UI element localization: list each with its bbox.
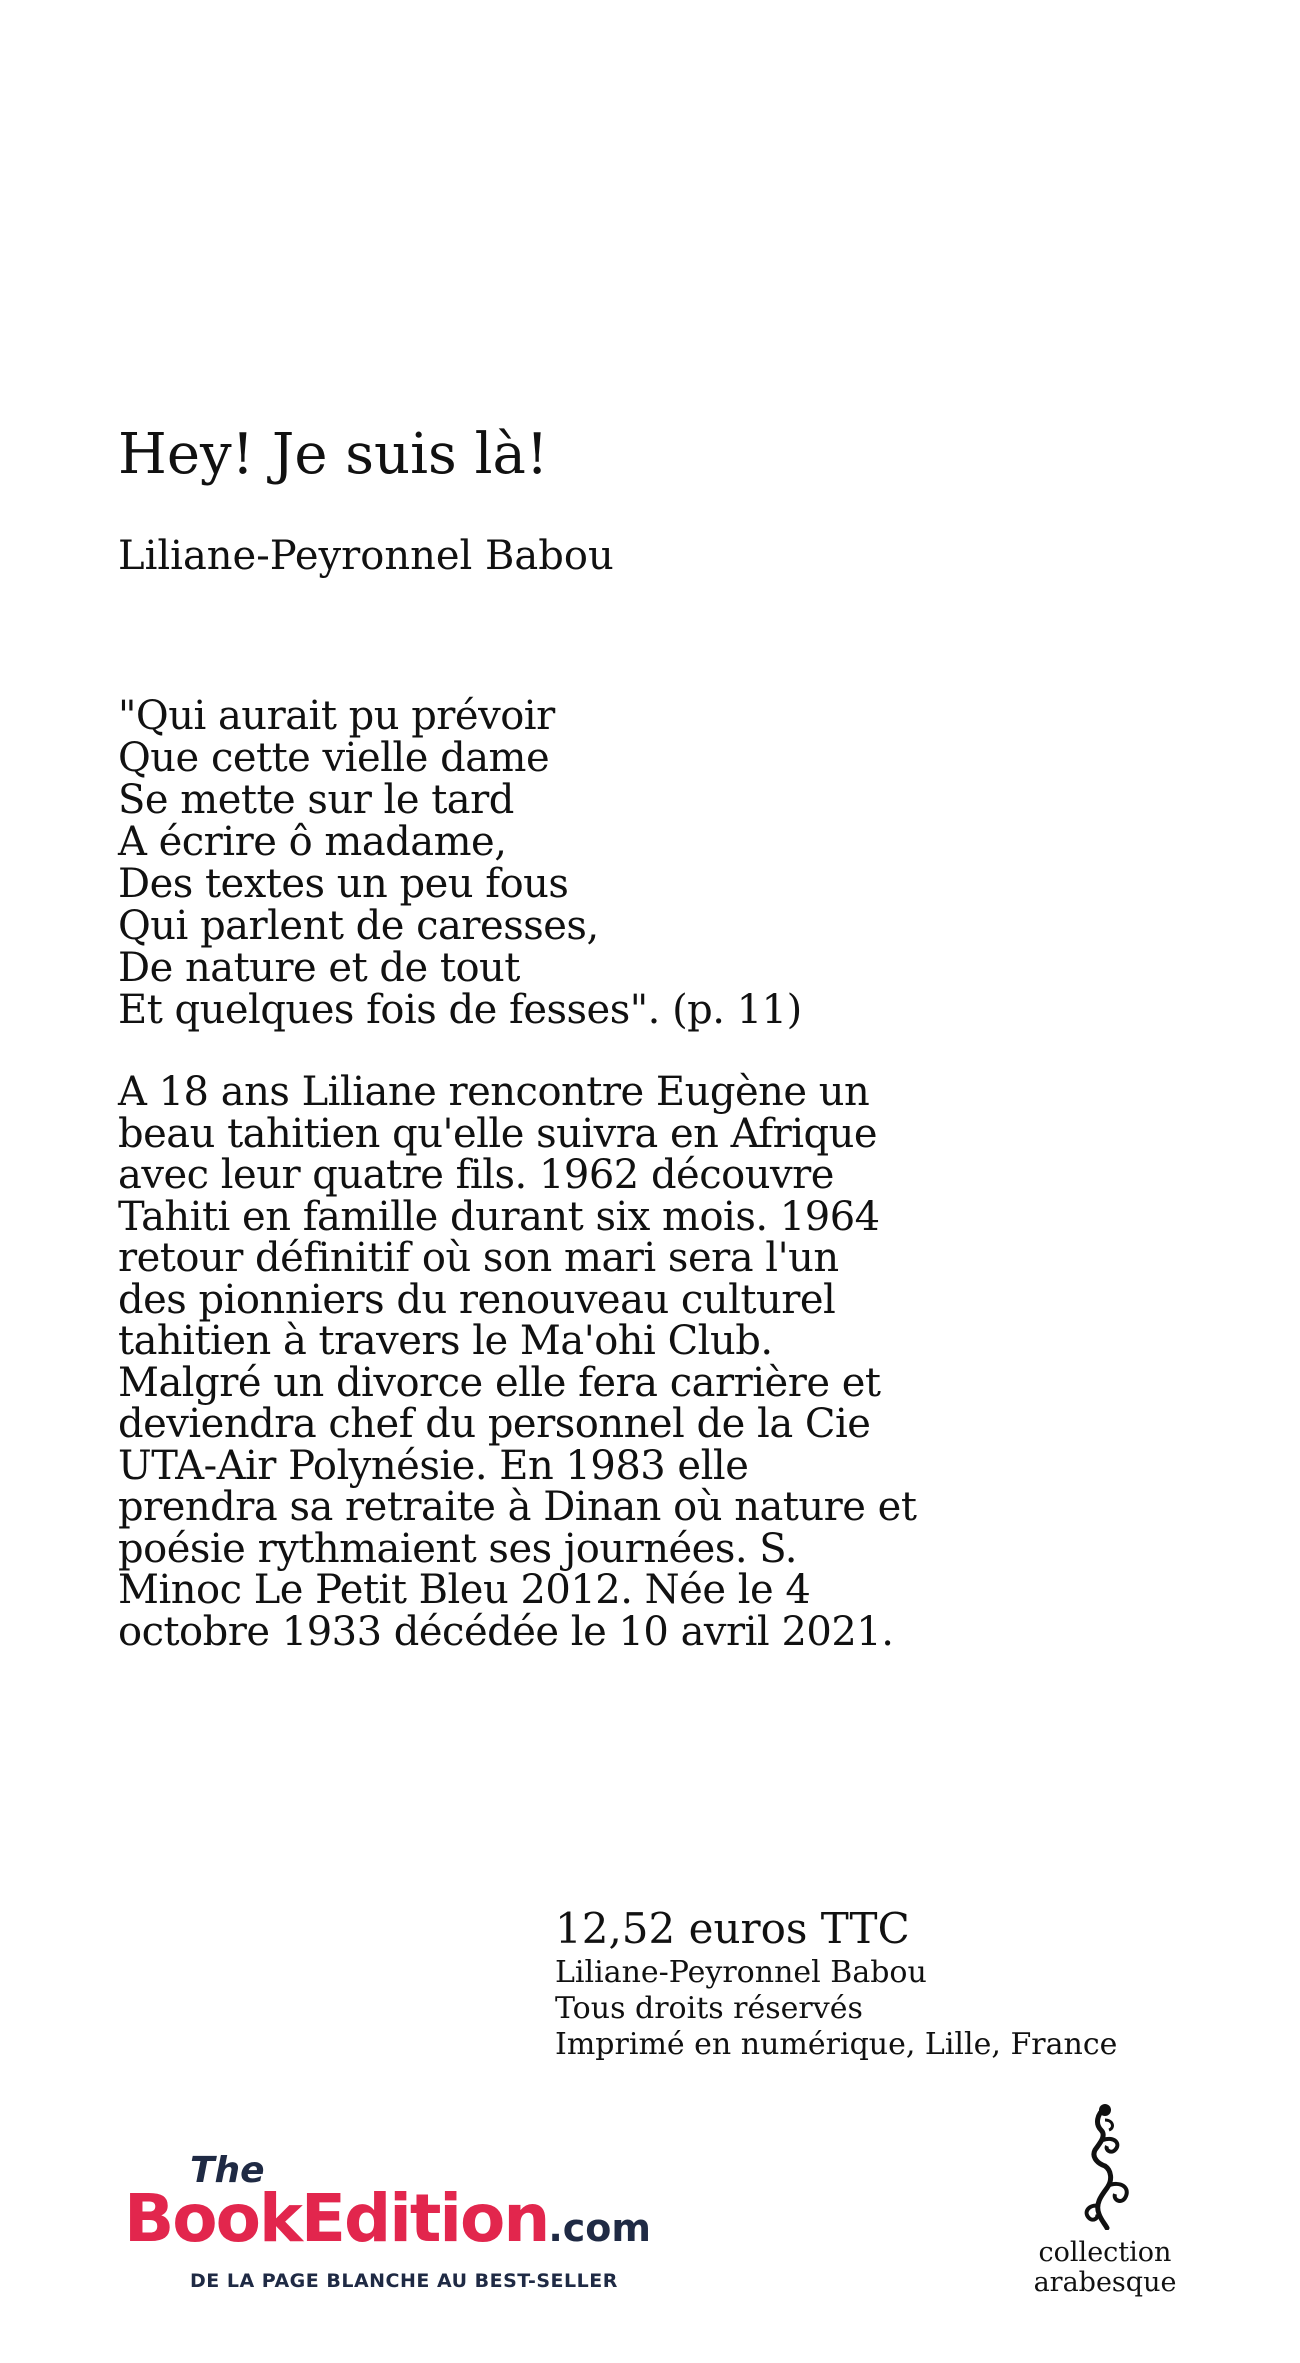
poem-quote: "Qui aurait pu prévoir Que cette vielle dame Se mette sur le tard A écrire ô madame, Des textes un peu fous Qui parlent de caresses, De nature et de tout Et quelques fois de fesses". (p. 11) (118, 693, 802, 1033)
publisher-logo (120, 2150, 720, 2300)
logo-brand (124, 2180, 651, 2257)
logo-domain: .com (548, 2206, 652, 2250)
collection-mark (1025, 2100, 1185, 2340)
collection-line-2: arabesque (1033, 2267, 1177, 2298)
arabesque-ornament-icon (1055, 2100, 1155, 2230)
author-biography: A 18 ans Liliane rencontre Eugène un beau tahitien qu'elle suivra en Afrique avec leur quatre fils. 1962 découvre Tahiti en famille durant six mois. 1964 retour définitif où son mari sera l'un des pionniers du renouveau culturel tahitien à travers le Ma'ohi Club. Malgré un divorce elle fera carrière et deviendra chef du personnel de la Cie UTA-Air Polynésie. En 1983 elle prendra sa retraite à Dinan où nature et poésie rythmaient ses journées. S. Minoc Le Petit Bleu 2012. Née le 4 octobre 1933 décédée le 10 avril 2021. (118, 1069, 917, 1655)
book-author: Liliane-Peyronnel Babou (118, 533, 614, 579)
imprint-block (555, 1955, 1117, 2063)
book-title: Hey! Je suis là! (118, 422, 549, 487)
logo-the: The (190, 2150, 265, 2191)
logo-tagline: DE LA PAGE BLANCHE AU BEST-SELLER (190, 2270, 618, 2292)
price: 12,52 euros TTC (555, 1904, 910, 1953)
logo-brand-name: BookEdition (124, 2180, 549, 2257)
imprint-printed: Imprimé en numérique, Lille, France (555, 2027, 1118, 2062)
collection-label (1025, 2238, 1185, 2298)
imprint-author: Liliane-Peyronnel Babou (555, 1955, 927, 1990)
imprint-rights: Tous droits réservés (555, 1991, 863, 2026)
collection-line-1: collection (1038, 2237, 1172, 2268)
